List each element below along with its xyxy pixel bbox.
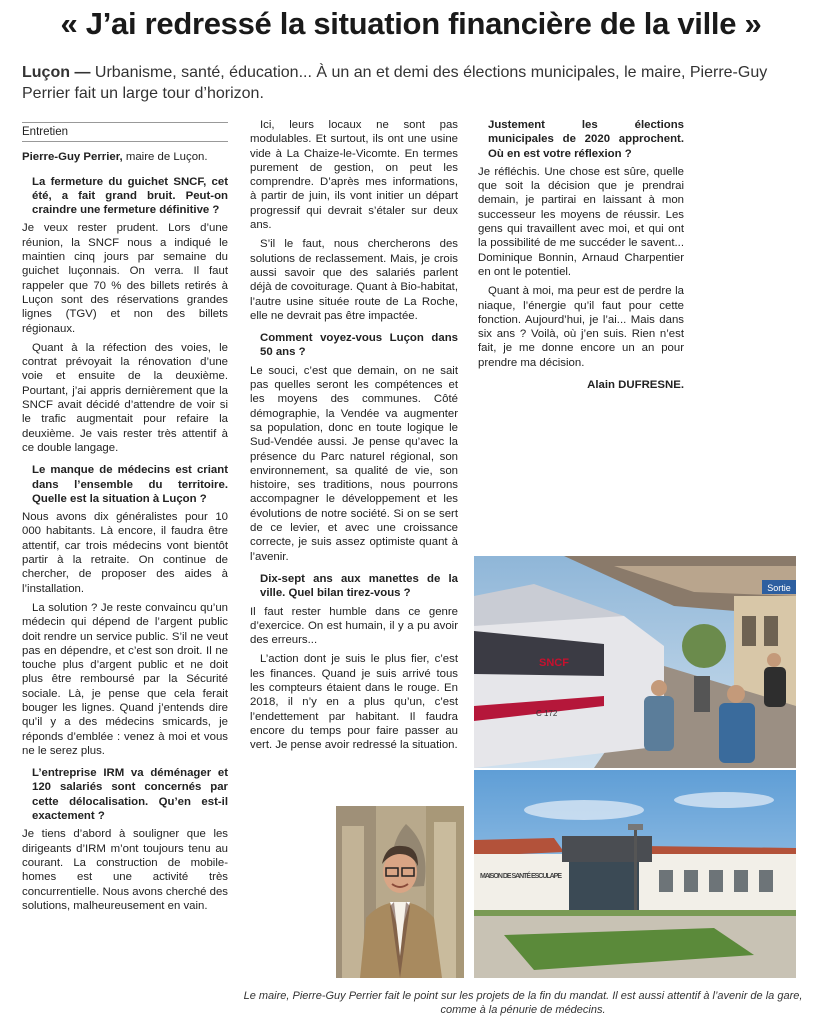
question-irm: L’entreprise IRM va déménager et 120 salariés sont concernés par cette délocalisation. Qu’en est-il exactement ? (32, 767, 228, 823)
column-1 (22, 122, 228, 918)
column-2 (250, 118, 458, 757)
answer-paragraph: Je tiens d’abord à souligner que les dirigeants d’IRM m’ont toujours tenu au courant. La construction de mobile-homes est une activité très concurrentielle. Nous avons cherché des solutions, malheureusement en vain. (22, 828, 228, 912)
dateline: Luçon — (22, 64, 91, 81)
column-3 (478, 118, 684, 392)
question-elections: Justement les élections municipales de 2020 approchent. Où en est votre réflexion ? (488, 119, 684, 160)
answer-paragraph: S’il le faut, nous chercherons des solutions de reclassement. Mais, je crois aussi savoir que des salariés parlent déjà de covoiturage. Quant à Bio-habitat, l’autre usine située route de La Roche, elle ne devrait pas être impactée. (250, 238, 458, 322)
answer-paragraph: Nous avons dix généralistes pour 10 000 habitants. Là encore, il faudra être attentif, car trois médecins vont bientôt partir à la retraite. On continue de chercher, de proposer des aides à l’installation. (22, 511, 228, 595)
interviewee-role: maire de Luçon. (125, 151, 208, 164)
question-future: Comment voyez-vous Luçon dans 50 ans ? (260, 332, 458, 359)
train-number: C 172 (536, 709, 558, 718)
rubric-label: Entretien (22, 122, 228, 142)
question-doctors: Le manque de médecins est criant dans l’ensemble du territoire. Quelle est la situation à Luçon ? (32, 464, 228, 505)
interview-intro (22, 150, 228, 164)
answer-paragraph: L’action dont je suis le plus fier, c’est les finances. Quand je suis arrivé tous les compteurs étaient dans le rouge. En 2018, il n’y en a plus qu’un, c’est l’endettement par habitant. Il faudra encore du temps pour faire passer au vert. Je pense avoir redressé la situation. (250, 653, 458, 752)
answer-paragraph: Quant à moi, ma peur est de perdre la niaque, l’énergie qu’il faut pour cette fonction. Aujourd’hui, je l’ai... Mais dans six ans ? Voilà, où j’en suis. Rien n’est fait, je me donne encore un an pour prendre ma décision. (478, 285, 684, 369)
question-sncf: La fermeture du guichet SNCF, cet été, a fait grand bruit. Peut-on craindre une fermeture définitive ? (32, 175, 228, 217)
author-signature: Alain DUFRESNE. (587, 379, 684, 392)
answer-paragraph: Le souci, c’est que demain, on ne sait pas quelles seront les compétences et les moyens des communes. Côté démographie, la Vendée va augmenter sa population, donc en toute logique le Sud-Vendée aussi. Je pense qu’avec la présence du Parc naturel régional, son environnement, sa qualité de vie, son histoire, ses traditions, nous pourrons accompagner le développement et les évolutions de notre société. Si on se sert de ce levier, et avec une croissance correcte, je suis assez optimiste quant à l’avenir. (250, 364, 458, 563)
question-record: Dix-sept ans aux manettes de la ville. Quel bilan tirez-vous ? (260, 572, 458, 600)
lead-text: Urbanisme, santé, éducation... À un an et demi des élections municipales, le maire, Pierre-Guy Perrier fait un large tour d’horizon. (22, 64, 768, 102)
lead-paragraph (22, 62, 802, 104)
answer-paragraph: Je réfléchis. Une chose est sûre, quelle que soit la décision que je prendrai demain, je partirai en laissant à mon successeur les moyens de réussir. Les gens qui travaillent avec moi, et qui ont la possibilité de me succéder le savent... Dominique Bonnin, Arnaud Charpentier en ont le potentiel. (478, 165, 684, 278)
mayor-portrait-photo (336, 806, 464, 978)
train-logo: SNCF (539, 657, 569, 669)
answer-paragraph: Ici, leurs locaux ne sont pas modulables. Et surtout, ils ont une usine vide à La Chaize-le-Vicomte. En termes purement de gestion, on peut les comprendre. D’après mes informations, à partir de juin, ils vont initier un départ progressif qui devrait s’étaler sur deux ans. (250, 119, 458, 232)
interviewee-name: Pierre-Guy Perrier, (22, 151, 123, 164)
answer-paragraph: Je veux rester prudent. Lors d’une réunion, la SNCF nous a indiqué le maintien cinq jours par semaine du guichet luçonnais. On verra. Il faut rappeler que 70 % des billets retirés à Luçon sont des réservations grandes lignes (TGV) et non des billets régionaux. (22, 222, 228, 335)
answer-paragraph: Quant à la réfection des voies, le contrat prévoyait la rénovation d’une voie et ensuite de la deuxième. Pourtant, j’ai appris dernièrement que la SNCF avait décidé d’attendre de voir si le trafic augmentait pour refaire la deuxième. Je vais rester très attentif à ce double langage. (22, 341, 228, 454)
answer-paragraph: La solution ? Je reste convaincu qu’un médecin qui dépend de l’argent public doit rendre un service public. S’il ne veut pas en dépendre, et c’est son droit. Il ne touche plus d’argent public et ne doit plus être remboursé par la Sécurité sociale. Là, je pense que cela ferait bouger les lignes. Quand j’entends dire qu’il y a des médecins smicards, je réponds d’emblée : venez à moi et vous ne le serez plus. (22, 601, 228, 757)
exit-sign: Sortie (767, 583, 791, 593)
train-station-photo (474, 556, 796, 768)
headline: « J’ai redressé la situation financière de la ville » (60, 6, 762, 41)
health-center-photo (474, 770, 796, 978)
health-center-sign: MAISON DE SANTÉ ESCULAPE (480, 873, 562, 880)
answer-paragraph: Il faut rester humble dans ce genre d’exercice. On est humain, il y a pu avoir des erreurs... (250, 605, 458, 647)
photo-caption: Le maire, Pierre-Guy Perrier fait le point sur les projets de la fin du mandat. Il est aussi attentif à l’avenir de la gare, comme à la pénurie de médecins. (243, 990, 803, 1016)
